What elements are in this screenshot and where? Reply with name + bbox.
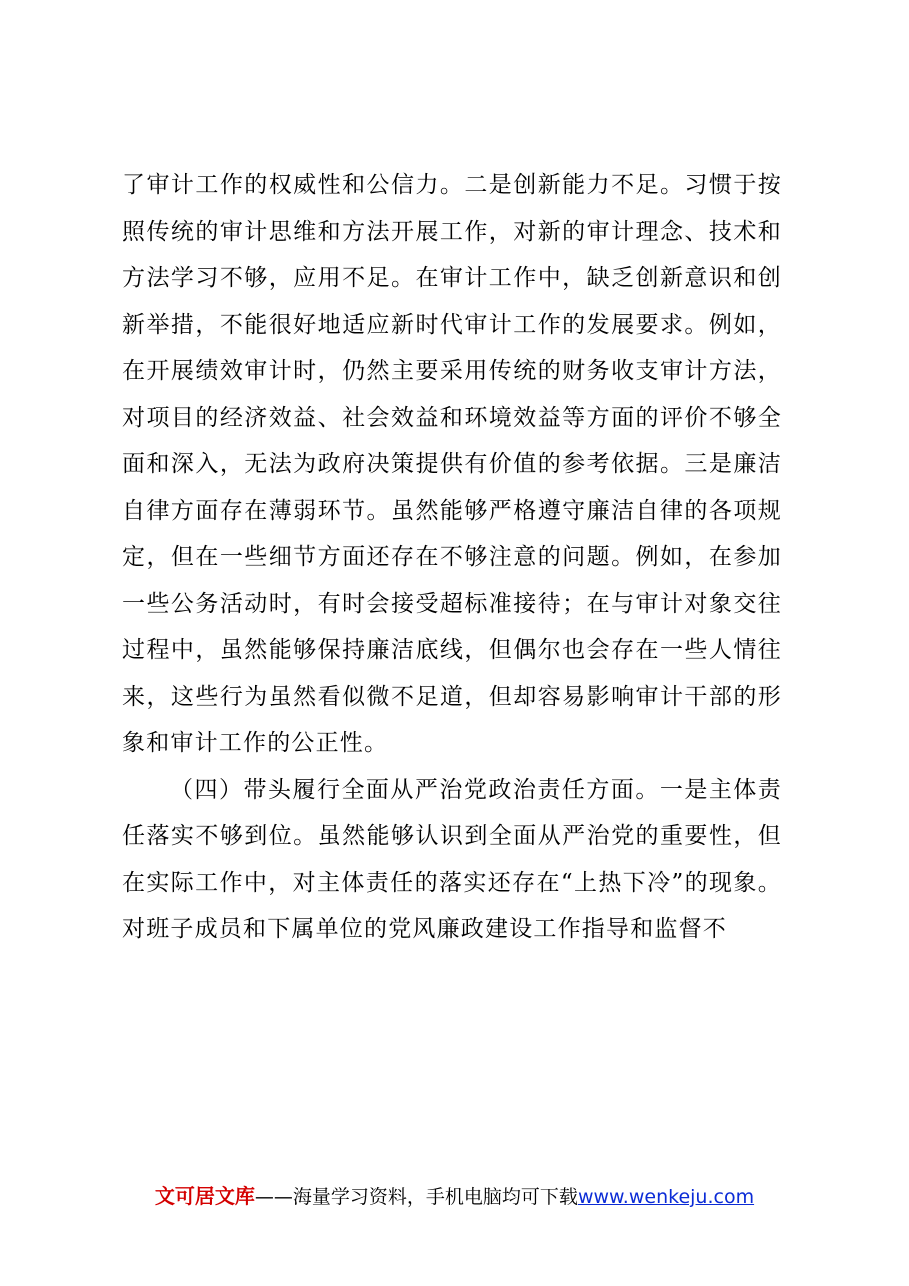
footer-dash: ——	[254, 1186, 293, 1208]
footer-brand: 文可居文库	[154, 1184, 255, 1208]
document-body	[122, 162, 782, 953]
paragraph-section-four: （四）带头履行全面从严治党政治责任方面。一是主体责任落实不够到位。虽然能够认识到全面从严治党的重要性，但在实际工作中，对主体责任的落实还存在“上热下冷”的现象。对班子成员和下属单位的党风廉政建设工作指导和监督不	[122, 776, 782, 942]
footer-banner	[0, 1184, 909, 1209]
footer-slogan: 海量学习资料，手机电脑均可下载	[292, 1186, 578, 1208]
footer-site-link[interactable]: www.wenkeju.com	[577, 1186, 755, 1208]
paragraph-continued: 了审计工作的权威性和公信力。二是创新能力不足。习惯于按照传统的审计思维和方法开展工作，对新的审计理念、技术和方法学习不够，应用不足。在审计工作中，缺乏创新意识和创新举措，不能很好地适应新时代审计工作的发展要求。例如，在开展绩效审计时，仍然主要采用传统的财务收支审计方法，对项目的经济效益、社会效益和环境效益等方面的评价不够全面和深入，无法为政府决策提供有价值的参考依据。三是廉洁自律方面存在薄弱环节。虽然能够严格遵守廉洁自律的各项规定，但在一些细节方面还存在不够注意的问题。例如，在参加一些公务活动时，有时会接受超标准接待；在与审计对象交往过程中，虽然能够保持廉洁底线，但偶尔也会存在一些人情往来，这些行为虽然看似微不足道，但却容易影响审计干部的形象和审计工作的公正性。	[122, 172, 782, 756]
